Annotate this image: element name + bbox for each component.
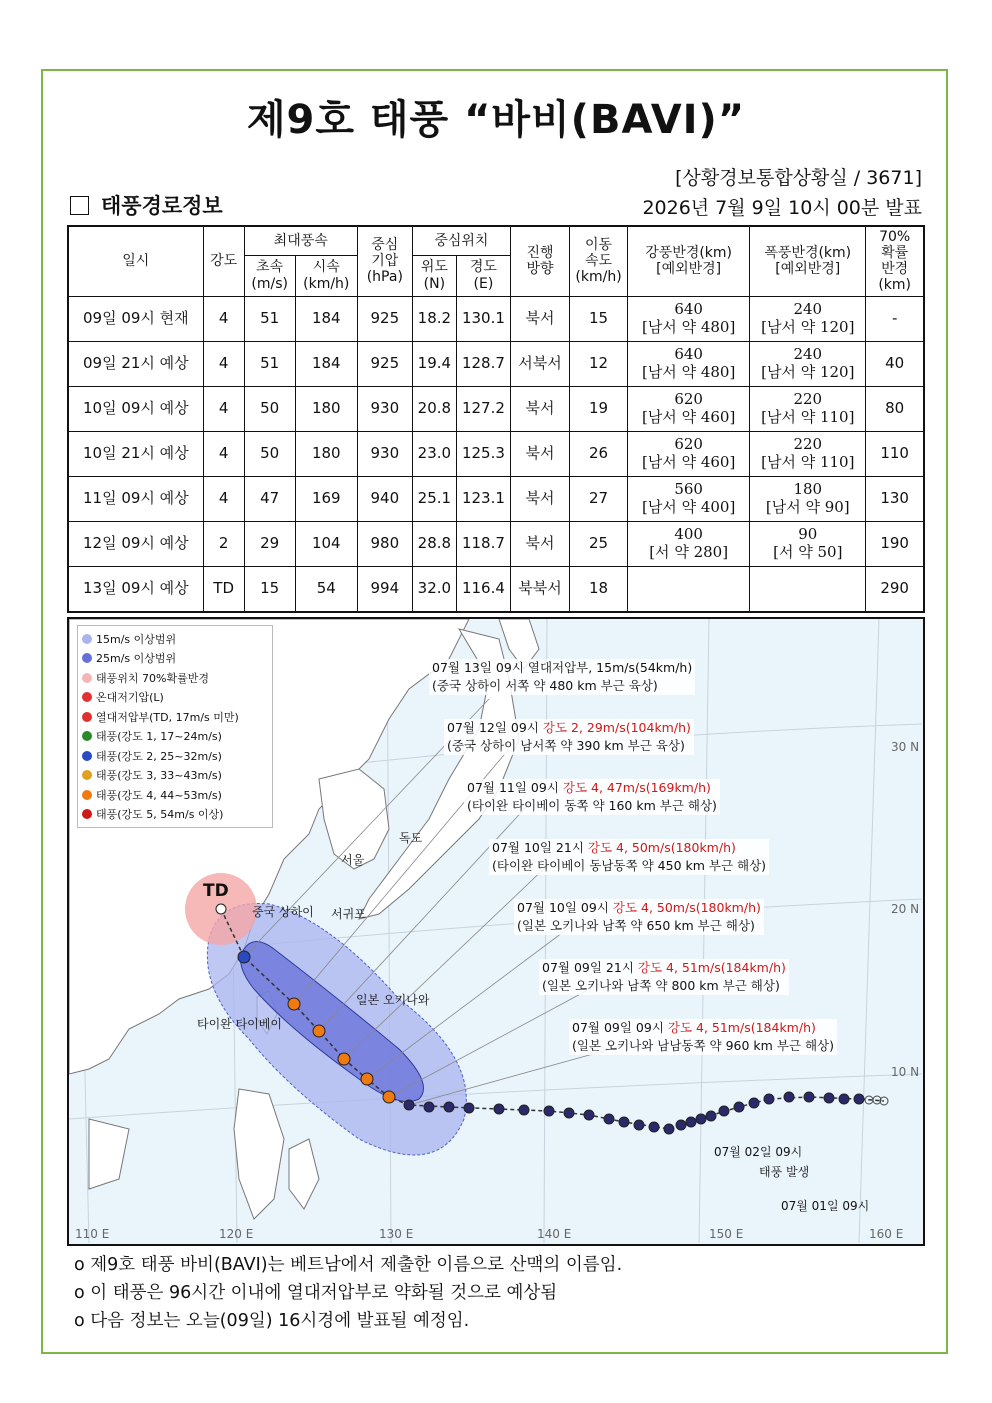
- track-table: [67, 225, 925, 613]
- cell-speed: 26: [570, 431, 628, 476]
- cell-dir: 북서: [510, 521, 569, 566]
- cell-kmh: 184: [295, 296, 357, 341]
- cell-time: 11일 09시 예상: [68, 476, 203, 521]
- cell-strong-radius: [628, 566, 750, 612]
- cell-time: 09일 21시 예상: [68, 341, 203, 386]
- cell-kmh: 180: [295, 431, 357, 476]
- place-okinawa: 일본 오키나와: [356, 993, 430, 1007]
- cell-strong-radius: 400 [서 약 280]: [628, 521, 750, 566]
- lat-label-30: 30 N: [891, 740, 920, 754]
- cell-ms: 51: [244, 341, 295, 386]
- past-track-icon: [839, 1094, 849, 1104]
- cell-storm-radius: 240 [남서 약 120]: [750, 296, 866, 341]
- cell-pressure: 925: [357, 341, 412, 386]
- cell-pressure: 930: [357, 386, 412, 431]
- cell-intensity: 4: [203, 386, 244, 431]
- legend-item: [82, 707, 268, 727]
- past-track-icon: [784, 1092, 794, 1102]
- track-annotation: 07월 12일 09시 강도 2, 29m/s(104km/h) (중국 상하이 남서쪽 약 390 km 부근 육상): [444, 719, 694, 755]
- cell-pressure: 980: [357, 521, 412, 566]
- track-annotation: 07월 09일 21시 강도 4, 51m/s(184km/h) (일본 오키나와 남쪽 약 800 km 부근 해상): [539, 959, 789, 995]
- section-title: 태풍경로정보: [101, 194, 223, 218]
- cell-pressure: 994: [357, 566, 412, 612]
- table-row: [68, 341, 924, 386]
- legend-item: [82, 629, 268, 649]
- first-record: 07월 01일 09시: [781, 1199, 870, 1213]
- cell-kmh: 184: [295, 341, 357, 386]
- cell-speed: 19: [570, 386, 628, 431]
- past-track-icon: [804, 1092, 814, 1102]
- section-header: [70, 190, 223, 220]
- cell-lat: 25.1: [412, 476, 456, 521]
- legend-item: [82, 805, 268, 825]
- cell-lat: 19.4: [412, 341, 456, 386]
- cell-dir: 북서: [510, 431, 569, 476]
- track-map: [67, 617, 925, 1246]
- lon-label-120: 120 E: [219, 1227, 254, 1241]
- lon-label-130: 130 E: [379, 1227, 414, 1241]
- cell-ms: 15: [244, 566, 295, 612]
- cell-prob: 130: [866, 476, 924, 521]
- cell-ms: 50: [244, 386, 295, 431]
- typhoon-intensity-4-icon: [361, 1073, 373, 1085]
- track-annotation: 07월 09일 09시 강도 4, 51m/s(184km/h) (일본 오키나와 남남동쪽 약 960 km 부근 해상): [569, 1019, 837, 1055]
- legend-swatch-icon: [82, 751, 92, 761]
- cell-dir: 북북서: [510, 566, 569, 612]
- cell-ms: 47: [244, 476, 295, 521]
- cell-prob: 80: [866, 386, 924, 431]
- cell-time: 10일 09시 예상: [68, 386, 203, 431]
- past-track-icon: [664, 1124, 674, 1134]
- cell-lon: 130.1: [456, 296, 510, 341]
- past-track-icon: [696, 1114, 706, 1124]
- notes: [74, 1251, 622, 1335]
- typhoon-intensity-4-icon: [338, 1053, 350, 1065]
- cell-dir: 북서: [510, 386, 569, 431]
- issuing-office: [상황경보통합상황실 / 3671]: [675, 167, 922, 189]
- cell-lon: 123.1: [456, 476, 510, 521]
- place-dokdo: 독도: [399, 831, 423, 845]
- lat-label-20: 20 N: [891, 902, 920, 916]
- cell-dir: 서북서: [510, 341, 569, 386]
- cell-dir: 북서: [510, 296, 569, 341]
- place-seogwipo: 서귀포: [331, 907, 366, 921]
- cell-dir: 북서: [510, 476, 569, 521]
- past-track-icon: [734, 1102, 744, 1112]
- cell-kmh: 54: [295, 566, 357, 612]
- legend-item: [82, 649, 268, 669]
- legend-item: [82, 727, 268, 747]
- cell-lat: 28.8: [412, 521, 456, 566]
- cell-prob: -: [866, 296, 924, 341]
- td-marker-icon: [216, 904, 226, 914]
- legend-swatch-icon: [82, 653, 92, 663]
- col-ms: 초속 (m/s): [244, 255, 295, 296]
- cell-intensity: 4: [203, 341, 244, 386]
- past-track-icon: [706, 1111, 716, 1121]
- col-pressure: 중심 기압 (hPa): [357, 226, 412, 296]
- cell-pressure: 925: [357, 296, 412, 341]
- legend-swatch-icon: [82, 731, 92, 741]
- past-track-icon: [764, 1094, 774, 1104]
- cell-ms: 50: [244, 431, 295, 476]
- cell-speed: 15: [570, 296, 628, 341]
- cell-prob: 290: [866, 566, 924, 612]
- past-track-icon: [634, 1120, 644, 1130]
- past-track-icon: [404, 1100, 414, 1110]
- legend-swatch-icon: [82, 692, 92, 702]
- legend-item: [82, 746, 268, 766]
- cell-kmh: 169: [295, 476, 357, 521]
- legend-label: 25m/s 이상범위: [96, 652, 177, 666]
- cell-lat: 23.0: [412, 431, 456, 476]
- legend-swatch-icon: [82, 770, 92, 780]
- cell-prob: 190: [866, 521, 924, 566]
- cell-strong-radius: 640 [남서 약 480]: [628, 341, 750, 386]
- legend-label: 온대저기압(L): [96, 691, 164, 705]
- cell-pressure: 930: [357, 431, 412, 476]
- cell-storm-radius: 220 [남서 약 110]: [750, 431, 866, 476]
- cell-speed: 18: [570, 566, 628, 612]
- past-track-icon: [604, 1114, 614, 1124]
- col-center: 중심위치: [412, 226, 510, 255]
- cell-lon: 125.3: [456, 431, 510, 476]
- legend-label: 태풍(강도 3, 33~43m/s): [96, 769, 222, 783]
- col-direction: 진행 방향: [510, 226, 569, 296]
- lon-label-160: 160 E: [869, 1227, 904, 1241]
- cell-lat: 32.0: [412, 566, 456, 612]
- cell-lat: 18.2: [412, 296, 456, 341]
- issued-time: 2026년 7월 9일 10시 00분 발표: [642, 197, 922, 219]
- cell-speed: 27: [570, 476, 628, 521]
- table-row: [68, 566, 924, 612]
- col-kmh: 시속 (km/h): [295, 255, 357, 296]
- legend-label: 태풍(강도 5, 54m/s 이상): [96, 808, 224, 822]
- lon-label-110: 110 E: [75, 1227, 110, 1241]
- col-probability: 70% 확률 반경 (km): [866, 226, 924, 296]
- past-track-icon: [444, 1102, 454, 1112]
- cell-intensity: TD: [203, 566, 244, 612]
- page-title: 제9호 태풍 “바비(BAVI)”: [246, 97, 746, 143]
- cell-prob: 110: [866, 431, 924, 476]
- typhoon-intensity-4-icon: [313, 1025, 325, 1037]
- cell-intensity: 4: [203, 476, 244, 521]
- col-intensity: 강도: [203, 226, 244, 296]
- col-strong-radius: 강풍반경(km) [예외반경]: [628, 226, 750, 296]
- cell-lon: 118.7: [456, 521, 510, 566]
- typhoon-intensity-4-icon: [288, 998, 300, 1010]
- col-speed: 이동 속도 (km/h): [570, 226, 628, 296]
- past-track-icon: [544, 1106, 554, 1116]
- past-track-icon: [749, 1098, 759, 1108]
- legend-label: 열대저압부(TD, 17m/s 미만): [96, 710, 239, 724]
- note-item: o 이 태풍은 96시간 이내에 열대저압부로 약화될 것으로 예상됨: [74, 1283, 558, 1303]
- cell-lon: 128.7: [456, 341, 510, 386]
- cell-time: 12일 09시 예상: [68, 521, 203, 566]
- past-track-icon: [854, 1094, 864, 1104]
- cell-ms: 29: [244, 521, 295, 566]
- cell-speed: 12: [570, 341, 628, 386]
- past-track-icon: [676, 1120, 686, 1130]
- place-shanghai: 중국 상하이: [252, 905, 314, 919]
- cell-time: 09일 09시 현재: [68, 296, 203, 341]
- cell-speed: 25: [570, 521, 628, 566]
- cell-storm-radius: 240 [남서 약 120]: [750, 341, 866, 386]
- past-track-icon: [519, 1105, 529, 1115]
- td-label: TD: [203, 881, 229, 901]
- legend-swatch-icon: [82, 809, 92, 819]
- past-track-icon: [424, 1102, 434, 1112]
- legend-swatch-icon: [82, 673, 92, 683]
- legend-label: 태풍(강도 1, 17~24m/s): [96, 730, 222, 744]
- table-header-row: [68, 226, 924, 255]
- table-row: [68, 521, 924, 566]
- track-annotation: 07월 10일 09시 강도 4, 50m/s(180km/h) (일본 오키나와 남쪽 약 650 km 부근 해상): [514, 899, 764, 935]
- legend-item: [82, 766, 268, 786]
- cell-storm-radius: 220 [남서 약 110]: [750, 386, 866, 431]
- lon-label-140: 140 E: [537, 1227, 572, 1241]
- cell-time: 13일 09시 예상: [68, 566, 203, 612]
- map-legend: [77, 625, 273, 828]
- past-track-icon: [564, 1108, 574, 1118]
- cell-ms: 51: [244, 296, 295, 341]
- col-time: 일시: [68, 226, 203, 296]
- note-item: o 제9호 태풍 바비(BAVI)는 베트남에서 제출한 이름으로 산맥의 이름임.: [74, 1255, 623, 1275]
- legend-label: 태풍(강도 2, 25~32m/s): [96, 749, 222, 763]
- col-lat: 위도 (N): [412, 255, 456, 296]
- legend-swatch-icon: [82, 790, 92, 800]
- cell-storm-radius: 180 [남서 약 90]: [750, 476, 866, 521]
- past-track-icon: [584, 1110, 594, 1120]
- cell-strong-radius: 620 [남서 약 460]: [628, 386, 750, 431]
- cell-storm-radius: 90 [서 약 50]: [750, 521, 866, 566]
- past-track-icon: [464, 1103, 474, 1113]
- past-track-icon: [719, 1106, 729, 1116]
- past-track-icon: [824, 1093, 834, 1103]
- checkbox-icon: [70, 196, 89, 215]
- cell-kmh: 180: [295, 386, 357, 431]
- col-maxwind: 최대풍속: [244, 226, 357, 255]
- legend-item: [82, 785, 268, 805]
- legend-swatch-icon: [82, 712, 92, 722]
- legend-label: 태풍(강도 4, 44~53m/s): [96, 788, 222, 802]
- genesis-date: 07월 02일 09시: [714, 1145, 803, 1159]
- cell-pressure: 940: [357, 476, 412, 521]
- place-seoul: 서울: [341, 853, 365, 867]
- cell-strong-radius: 620 [남서 약 460]: [628, 431, 750, 476]
- legend-item: [82, 668, 268, 688]
- note-item: o 다음 정보는 오늘(09일) 16시경에 발표될 예정임.: [74, 1311, 470, 1331]
- table-row: [68, 296, 924, 341]
- typhoon-intensity-4-icon: [383, 1091, 395, 1103]
- track-annotation: 07월 11일 09시 강도 4, 47m/s(169km/h) (타이완 타이베이 동쪽 약 160 km 부근 해상): [464, 779, 720, 815]
- lon-label-150: 150 E: [709, 1227, 744, 1241]
- legend-label: 태풍위치 70%확률반경: [96, 671, 209, 685]
- past-track-icon: [494, 1104, 504, 1114]
- cell-intensity: 4: [203, 431, 244, 476]
- track-annotation: 07월 13일 09시 열대저압부, 15m/s(54km/h) (중국 상하이 서쪽 약 480 km 부근 육상): [429, 659, 695, 695]
- legend-swatch-icon: [82, 634, 92, 644]
- cell-kmh: 104: [295, 521, 357, 566]
- lat-label-10: 10 N: [891, 1065, 920, 1079]
- table-row: [68, 386, 924, 431]
- genesis-text: 태풍 발생: [759, 1165, 810, 1179]
- cell-lat: 20.8: [412, 386, 456, 431]
- cell-strong-radius: 640 [남서 약 480]: [628, 296, 750, 341]
- col-storm-radius: 폭풍반경(km) [예외반경]: [750, 226, 866, 296]
- cell-lon: 127.2: [456, 386, 510, 431]
- place-taipei: 타이완 타이베이: [197, 1017, 282, 1031]
- table-row: [68, 431, 924, 476]
- cell-intensity: 2: [203, 521, 244, 566]
- track-annotation: 07월 10일 21시 강도 4, 50m/s(180km/h) (타이완 타이베이 동남동쪽 약 450 km 부근 해상): [489, 839, 769, 875]
- cell-intensity: 4: [203, 296, 244, 341]
- legend-item: [82, 688, 268, 708]
- cell-lon: 116.4: [456, 566, 510, 612]
- past-track-icon: [619, 1117, 629, 1127]
- cell-strong-radius: 560 [남서 약 400]: [628, 476, 750, 521]
- cell-prob: 40: [866, 341, 924, 386]
- typhoon-intensity-2-icon: [238, 951, 250, 963]
- past-track-icon: [686, 1117, 696, 1127]
- col-lon: 경도 (E): [456, 255, 510, 296]
- table-row: [68, 476, 924, 521]
- cell-storm-radius: [750, 566, 866, 612]
- past-track-icon: [649, 1122, 659, 1132]
- cell-time: 10일 21시 예상: [68, 431, 203, 476]
- legend-label: 15m/s 이상범위: [96, 632, 177, 646]
